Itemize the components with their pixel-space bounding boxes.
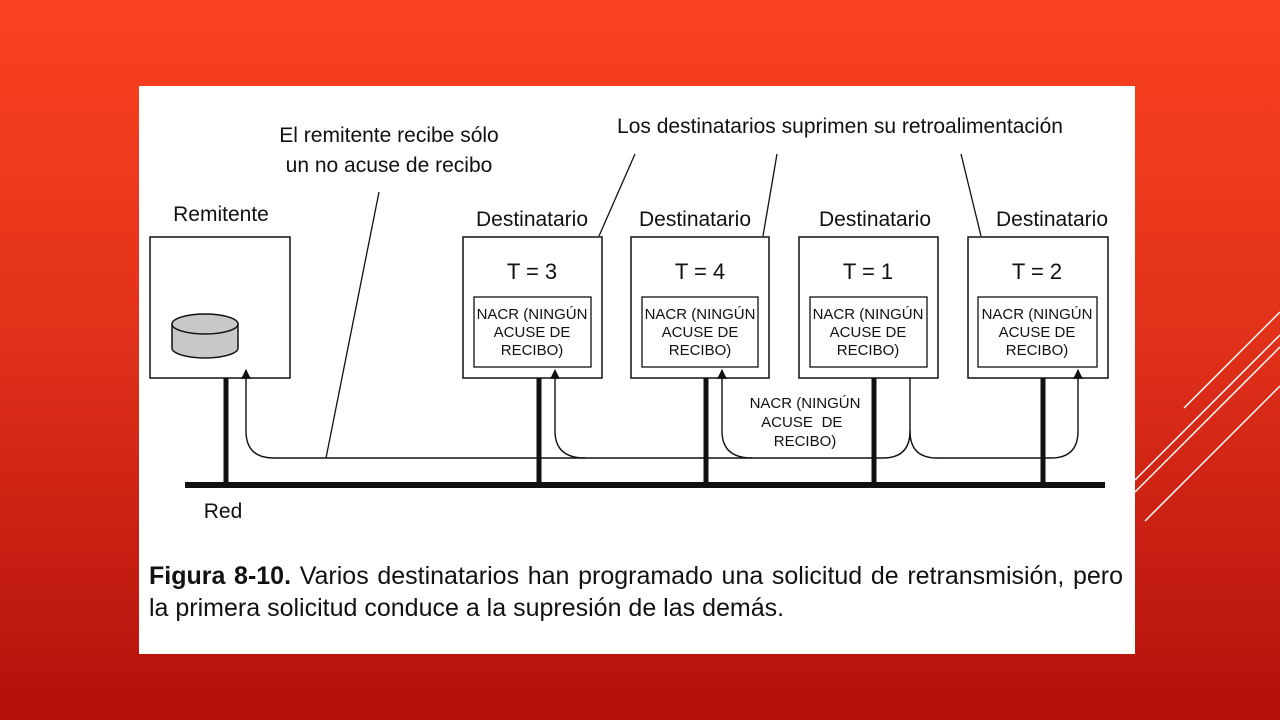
callout-sender-line1: El remitente recibe sólo (279, 124, 499, 147)
receiver-label: Destinatario (638, 208, 752, 231)
receiver-node (799, 208, 938, 378)
nacr-message-line: DE (821, 414, 843, 431)
receiver-timer: T = 4 (674, 259, 726, 284)
nacr-message-line: NACR (NINGÚN (749, 395, 861, 412)
receiver-label: Destinatario (995, 208, 1109, 231)
deco-line-3 (1135, 347, 1280, 492)
sender-disk-icon (172, 314, 238, 358)
deco-line-1 (1184, 312, 1280, 408)
receiver-label: Destinatario (475, 208, 589, 231)
receiver-label: Destinatario (818, 208, 932, 231)
network-label: Red (203, 500, 243, 523)
figure-panel (139, 86, 1135, 654)
nacr-message-line: RECIBO) (773, 433, 837, 450)
receiver-timer: T = 2 (1011, 259, 1063, 284)
receiver-node (968, 208, 1108, 378)
nacr-path-to-receiver-1 (555, 370, 585, 458)
receiver-timer: T = 3 (506, 259, 558, 284)
caption-text: Varios destinatarios han programado una solicitud de retransmisión, pero la primera solicitud conduce a la supresión de las demás. (149, 562, 1123, 622)
nacr-line: RECIBO) (668, 342, 732, 359)
receiver-node (463, 208, 602, 378)
nacr-line: NACR (NINGÚN (981, 306, 1093, 323)
nacr-line: ACUSE DE (998, 324, 1076, 341)
nacr-message-line: ACUSE (761, 414, 813, 431)
nacr-line: NACR (NINGÚN (812, 306, 924, 323)
deco-line-4 (1145, 386, 1280, 521)
nacr-line: NACR (NINGÚN (644, 306, 756, 323)
nacr-path-to-receiver-4 (910, 370, 1078, 458)
nacr-line: RECIBO) (836, 342, 900, 359)
receiver-timer: T = 1 (842, 259, 894, 284)
callout-receivers: Los destinatarios suprimen su retroalimentación (617, 115, 1063, 138)
nacr-path-to-receiver-2 (722, 370, 752, 458)
nacr-line: NACR (NINGÚN (476, 306, 588, 323)
nacr-line: ACUSE DE (493, 324, 571, 341)
nacr-line: ACUSE DE (829, 324, 907, 341)
sender-label: Remitente (173, 203, 269, 226)
nacr-line: RECIBO) (500, 342, 564, 359)
figure-caption (149, 560, 1123, 624)
deco-line-2 (1135, 335, 1280, 480)
nacr-line: ACUSE DE (661, 324, 739, 341)
callout-sender-line2: un no acuse de recibo (285, 154, 493, 177)
receiver-node (631, 208, 769, 378)
callout-sender-leader (326, 192, 379, 458)
callout-leader-2 (763, 154, 777, 236)
callout-leader-3 (961, 154, 981, 236)
nacr-line: RECIBO) (1005, 342, 1069, 359)
callout-leader-1 (599, 154, 635, 236)
caption-label: Figura 8-10. (149, 562, 292, 590)
